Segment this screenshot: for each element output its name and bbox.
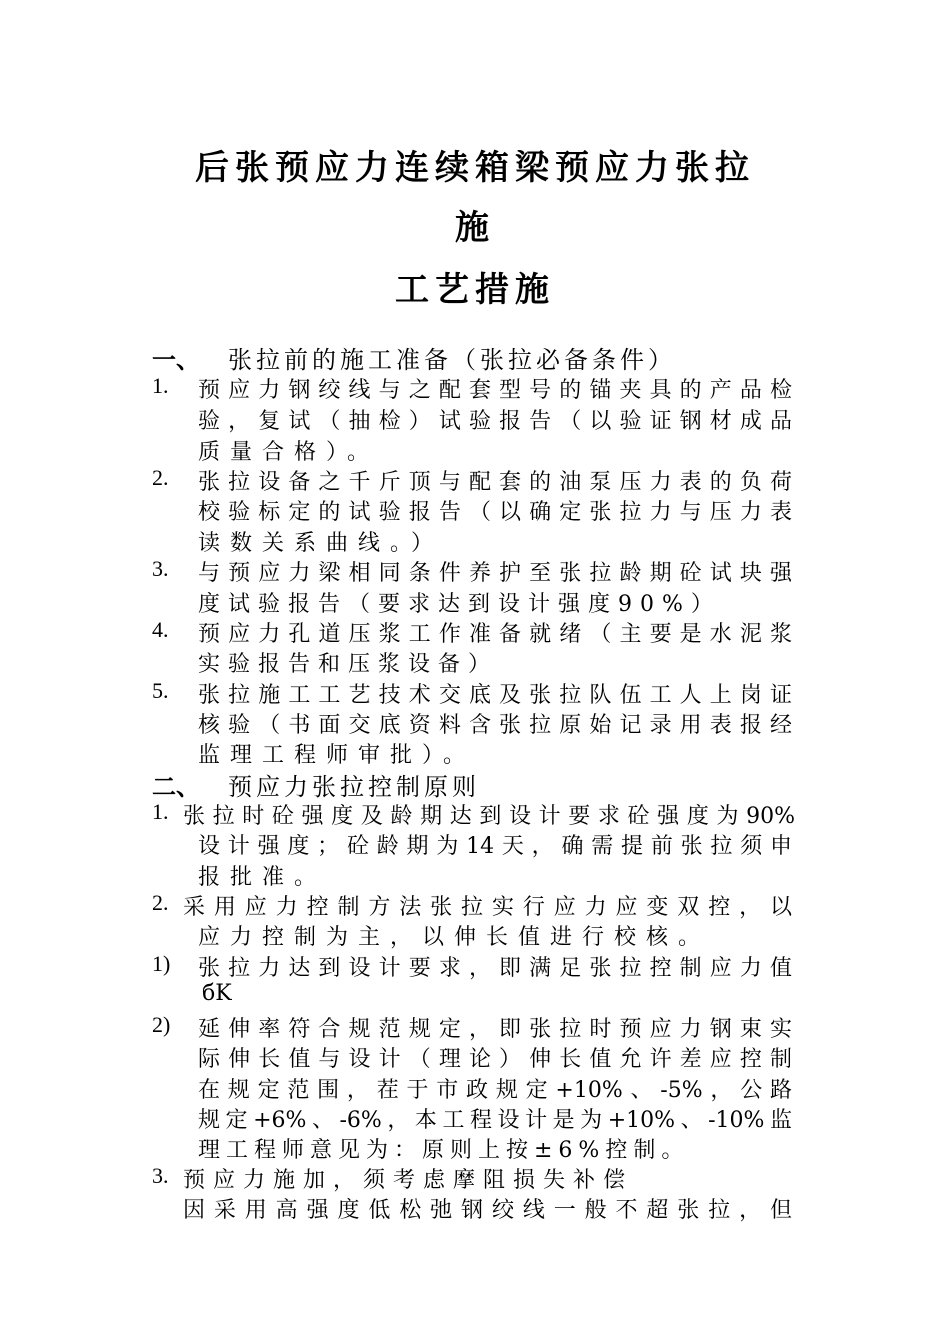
title-line-3: 工艺措施 <box>395 270 555 310</box>
item-text-line: 设计强度；砼龄期为14天，确需提前张拉须申 <box>198 834 792 859</box>
item-text-line: 规定+6%、-6%，本工程设计是为+10%、-10%监 <box>198 1108 792 1133</box>
item-text-line: 实验报告和压浆设备） <box>198 652 499 677</box>
section-1-heading <box>152 340 676 375</box>
item-number: 3. <box>152 556 169 581</box>
section-1-number: 一、 <box>152 345 200 374</box>
section-2-title: 预应力张拉控制原则 <box>228 773 480 801</box>
item-number: 1. <box>152 799 169 824</box>
item-text-line: 预应力施加，须考虑摩阻损失补偿 <box>183 1168 634 1193</box>
item-number: 2. <box>152 890 169 915</box>
title-line-1: 后张预应力连续箱梁预应力张拉 <box>195 148 755 188</box>
item-text-line: 理工程师意见为：原则上按±6%控制。 <box>198 1138 690 1163</box>
item-number: 5. <box>152 678 169 703</box>
item-text-line: 际伸长值与设计（理论）伸长值允许差应控制 <box>198 1047 792 1072</box>
item-number: 2. <box>152 465 169 490</box>
item-text-line: 延伸率符合规范规定，即张拉时预应力钢束实 <box>198 1017 792 1042</box>
section-1-title: 张拉前的施工准备（张拉必备条件） <box>228 346 676 374</box>
section-2-number: 二、 <box>152 772 200 801</box>
item-text-line: 质量合格）。 <box>198 440 380 465</box>
item-text-line: 报批准。 <box>198 865 327 890</box>
item-text-line: 预应力钢绞线与之配套型号的锚夹具的产品检 <box>198 378 792 403</box>
item-text-line: 张拉设备之千斤顶与配套的油泵压力表的负荷 <box>198 470 792 495</box>
item-text-line: 预应力孔道压浆工作准备就绪（主要是水泥浆 <box>198 622 792 647</box>
item-text-line: 度试验报告（要求达到设计强度90%） <box>198 592 721 617</box>
item-text-line: 因采用高强度低松弛钢绞线一般不超张拉，但 <box>183 1198 792 1223</box>
item-number: 1. <box>152 373 169 398</box>
title-line-2: 施 <box>455 208 495 248</box>
item-text-line: 验，复试（抽检）试验报告（以验证钢材成品 <box>198 409 792 434</box>
item-text-line: 校验标定的试验报告（以确定张拉力与压力表 <box>198 500 792 525</box>
item-text-line: 应力控制为主，以伸长值进行校核。 <box>198 925 711 950</box>
item-text-line: 与预应力梁相同条件养护至张拉龄期砼试块强 <box>198 561 792 586</box>
item-number: 3. <box>152 1163 169 1188</box>
item-text-line: 采用应力控制方法张拉实行应力应变双控，以 <box>183 895 792 920</box>
item-text-line: 监理工程师审批）。 <box>198 743 476 768</box>
subitem-number: 1) <box>152 951 171 976</box>
item-text-line: 在规定范围，茬于市政规定+10%、-5%，公路 <box>198 1078 792 1103</box>
subitem-number: 2) <box>152 1012 171 1037</box>
item-number: 4. <box>152 617 169 642</box>
section-2-heading <box>152 767 480 802</box>
item-text-line: 张拉力达到设计要求，即满足张拉控制应力值 <box>198 956 792 981</box>
item-text-line: 张拉时砼强度及龄期达到设计要求砼强度为90% <box>183 804 795 829</box>
item-text-line: 张拉施工工艺技术交底及张拉队伍工人上岗证 <box>198 683 792 708</box>
item-text-line: бK <box>202 981 232 1006</box>
item-text-line: 核验（书面交底资料含张拉原始记录用表报经 <box>198 713 792 738</box>
item-text-line: 读数关系曲线。） <box>198 531 444 556</box>
